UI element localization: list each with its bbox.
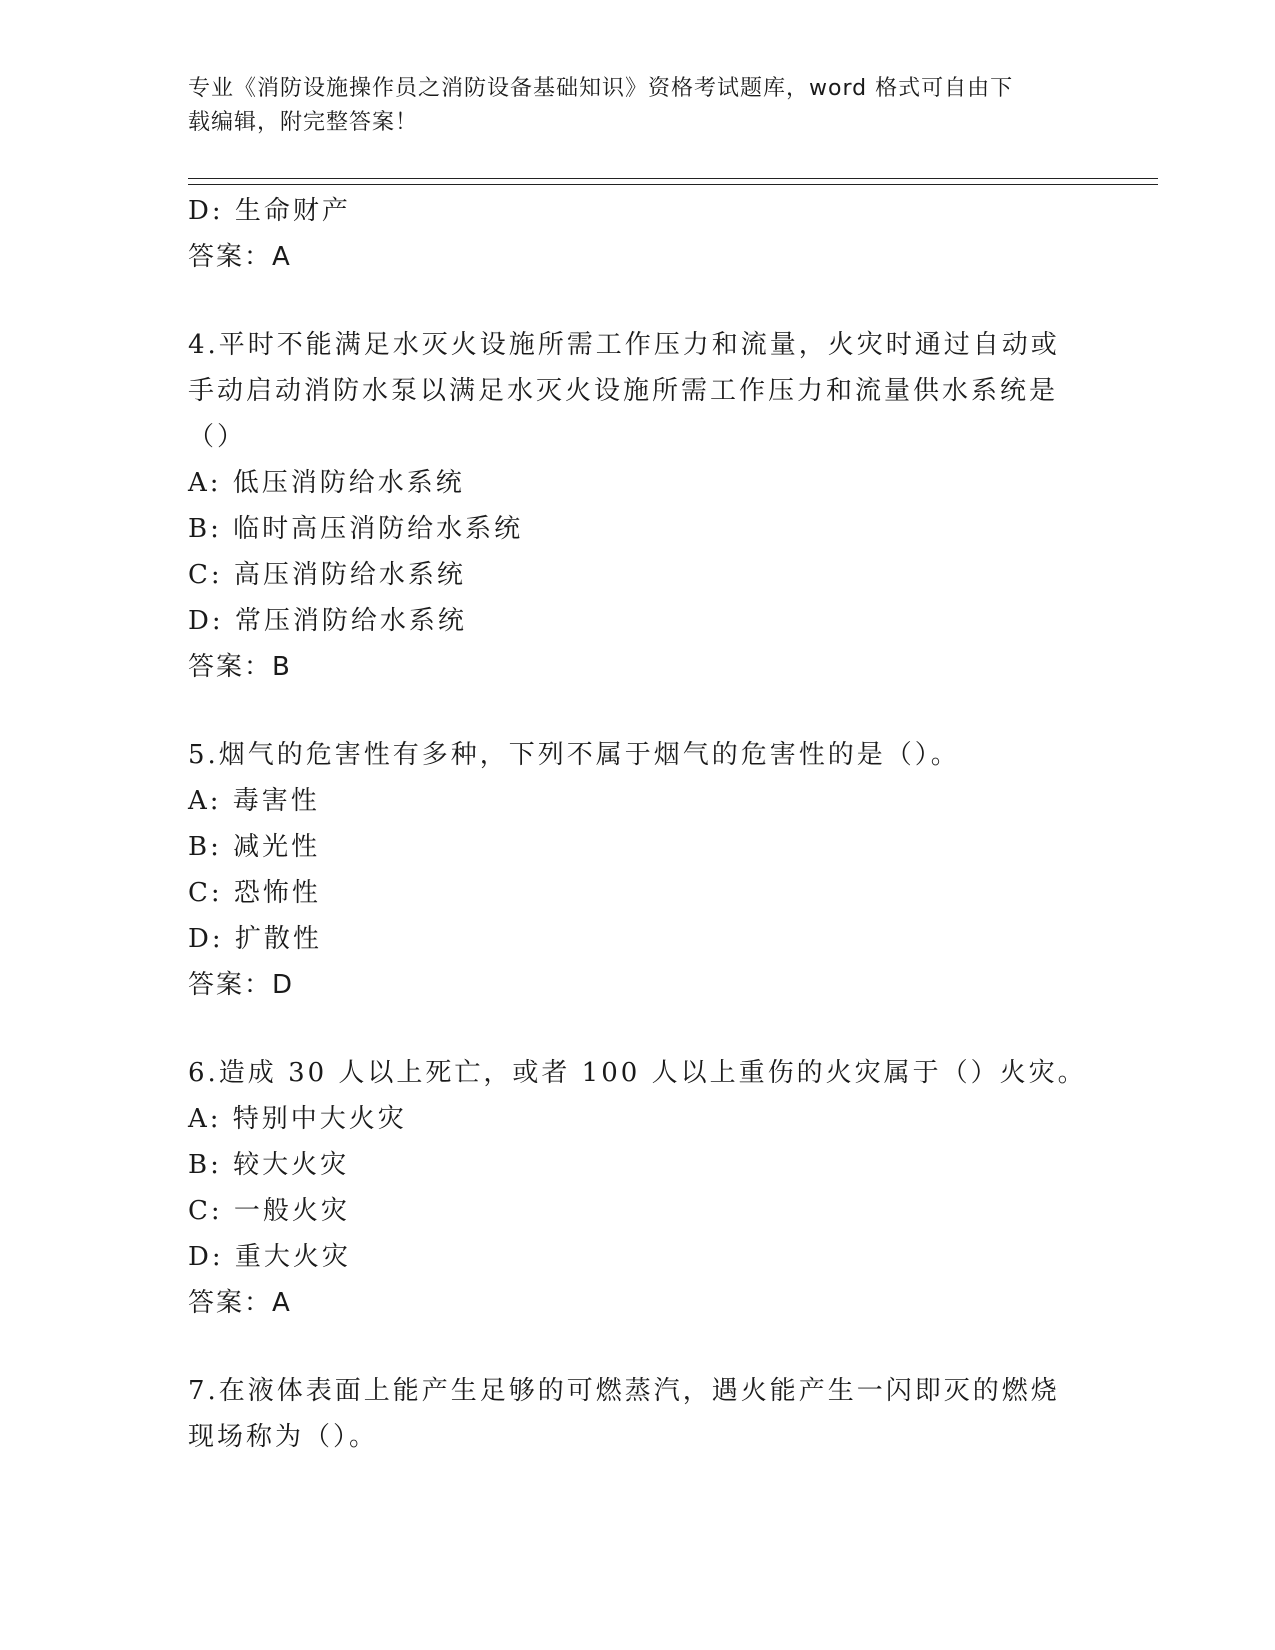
q4-text-line2: 手动启动消防水泵以满足水灭火设施所需工作压力和流量供水系统是 [188, 376, 1059, 406]
spacer [188, 1326, 1088, 1368]
spacer [188, 280, 1088, 322]
q4-option-a: A: 低压消防给水系统 [188, 468, 465, 498]
q3-option-d: D: 生命财产 [188, 196, 351, 226]
question-5 [188, 732, 1088, 962]
q4-option-c: C: 高压消防给水系统 [188, 560, 466, 590]
q3-answer: 答案：A [188, 242, 292, 272]
q5-option-d: D: 扩散性 [188, 924, 322, 954]
q5-answer: 答案：D [188, 970, 295, 1000]
q7-text-line2: 现场称为（）。 [188, 1422, 379, 1452]
q6-text-line1: 6.造成 30 人以上死亡，或者 100 人以上重伤的火灾属于（）火灾。 [188, 1058, 1087, 1088]
q6-option-d: D: 重大火灾 [188, 1242, 351, 1272]
header-title-line1: 专业《消防设施操作员之消防设备基础知识》资格考试题库，word 格式可自由下 [188, 76, 1014, 101]
question-7 [188, 1368, 1088, 1460]
q5-option-a: A: 毒害性 [188, 786, 320, 816]
question-6 [188, 1050, 1088, 1280]
question-4 [188, 322, 1088, 644]
document-header [188, 72, 1068, 140]
q6-option-b: B: 较大火灾 [188, 1150, 350, 1180]
q4-option-b: B: 临时高压消防给水系统 [188, 514, 524, 544]
question-list [188, 188, 1088, 1460]
spacer [188, 690, 1088, 732]
q6-answer: 答案：A [188, 1288, 292, 1318]
q7-text-line1: 7.在液体表面上能产生足够的可燃蒸汽，遇火能产生一闪即灭的燃烧 [188, 1376, 1060, 1406]
header-divider-bottom [188, 184, 1158, 185]
q5-option-c: C: 恐怖性 [188, 878, 321, 908]
q5-option-b: B: 减光性 [188, 832, 321, 862]
question-3-tail [188, 188, 1088, 280]
q6-option-c: C: 一般火灾 [188, 1196, 350, 1226]
q4-text-line1: 4.平时不能满足水灭火设施所需工作压力和流量，火灾时通过自动或 [188, 330, 1060, 360]
q6-option-a: A: 特别中大火灾 [188, 1104, 407, 1134]
spacer [188, 1008, 1088, 1050]
q4-text-line3: （） [188, 422, 247, 452]
q4-answer: 答案：B [188, 652, 292, 682]
q4-option-d: D: 常压消防给水系统 [188, 606, 467, 636]
q5-text-line1: 5.烟气的危害性有多种，下列不属于烟气的危害性的是（）。 [188, 740, 960, 770]
header-title-line2: 载编辑，附完整答案！ [188, 110, 419, 135]
header-divider-top [188, 178, 1158, 179]
